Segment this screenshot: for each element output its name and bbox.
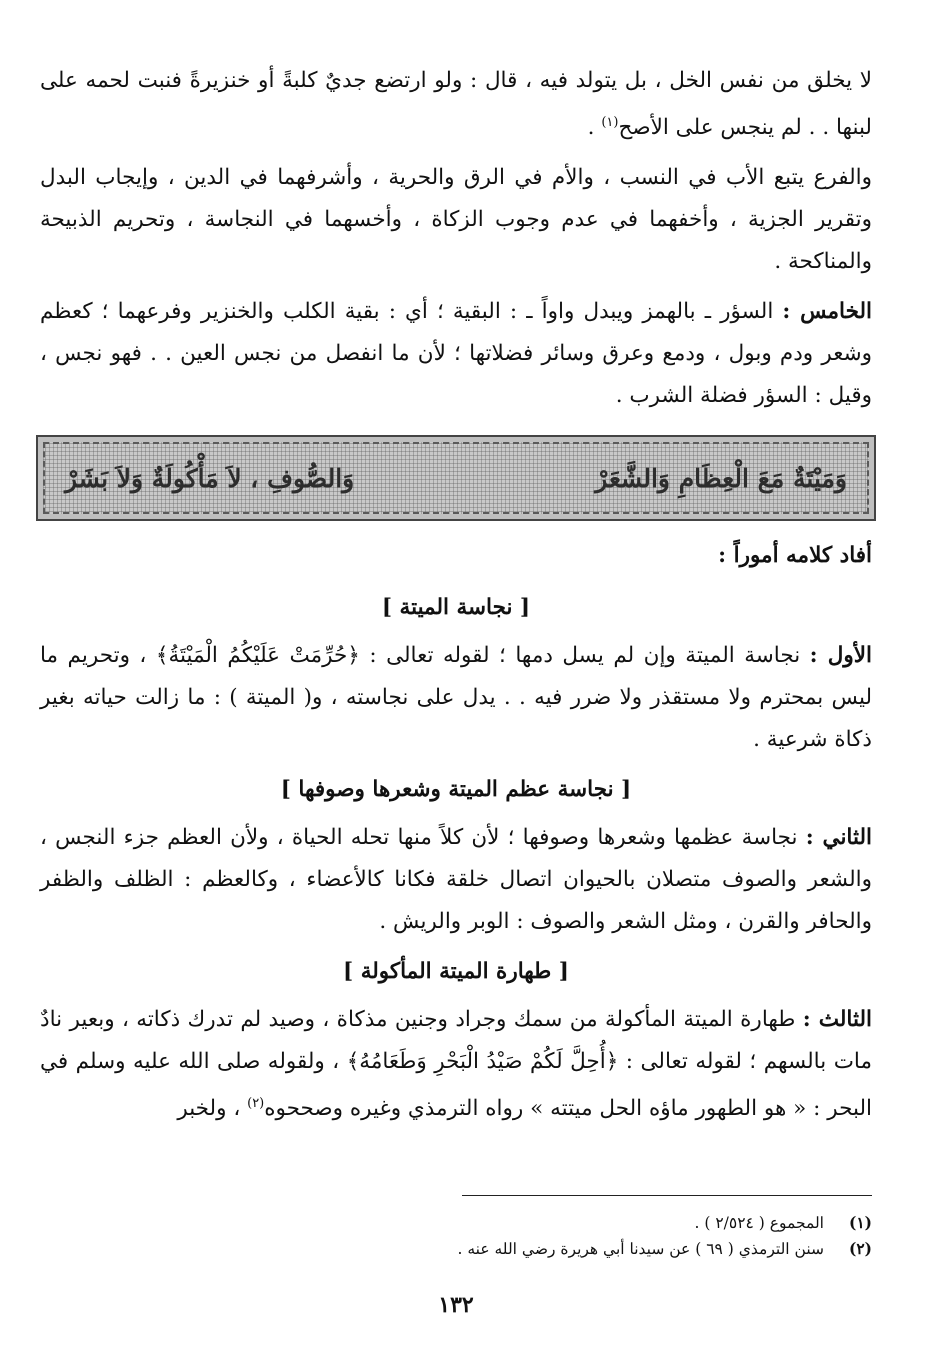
footnote-2-text: سنن الترمذي ( ٦٩ ) عن سيدنا أبي هريرة رضي الله عنه . <box>457 1240 824 1258</box>
verse-left-hemistich: وَالصُّوفِ ، لاَ مَأْكُولَةٌ وَلاَ بَشَرْ <box>65 463 355 493</box>
verse-banner <box>36 435 876 521</box>
paragraph-2: والفرع يتبع الأب في النسب ، والأم في الرق والحرية ، وأشرفهما في الدين ، وإيجاب البدل وتقرير الجزية ، وأخفهما في عدم وجوب الزكاة ، وأخسهما في النجاسة ، وتحريم الذبيحة والمناكحة . <box>40 165 872 275</box>
section-1-lead: الأول : <box>809 643 872 669</box>
section-2-text: نجاسة عظمها وشعرها وصوفها ؛ لأن كلاً منها تحله الحياة ، ولأن العظم جزء النجس ، والشعر والصوف متصلان بالحيوان اتصال خلقة فكانا كالأعضاء ، وكالعظم : الظلف والظفر والحافر والقرن ، ومثل الشعر والصوف : الوبر والريش . <box>40 825 872 935</box>
section-1-text: نجاسة الميتة وإن لم يسل دمها ؛ لقوله تعالى : ﴿حُرِّمَتْ عَلَيْكُمُ الْمَيْتَةُ﴾ ، وتحريم ما ليس بمحترم ولا مستقذر ولا ضرر فيه . . يدل على نجاسته ، و( الميتة ) : ما زالت حياته بغير ذكاة شرعية . <box>40 643 872 753</box>
section-3-paragraph <box>40 999 872 1130</box>
footnote-2-number: (٢) <box>848 1239 872 1258</box>
section-1-paragraph <box>40 635 872 761</box>
footnote-ref-1[interactable]: (١) <box>601 115 619 130</box>
section-heading-2: [ نجاسة عظم الميتة وشعرها وصوفها ] <box>280 777 632 803</box>
section-2-lead: الثاني : <box>805 825 872 851</box>
footnote-1-number: (١) <box>848 1213 872 1232</box>
verse-banner-inner <box>43 442 869 514</box>
footnote-ref-2[interactable]: (٢) <box>247 1096 265 1112</box>
paragraph-3-text: السؤر ـ بالهمز ويبدل واواً ـ : البقية ؛ أي : بقية الكلب والخنزير وفرعهما ؛ كعظم وشعر ودم وبول ، ودمع وعرق وسائر فضلاتها ؛ لأن ما انفصل من نجس العين . . فهو نجس ، وقيل : السؤر فضلة الشرب . <box>40 299 872 409</box>
section-2-paragraph <box>40 817 872 943</box>
page-number: ١٣٢ <box>438 1292 474 1318</box>
paragraph-3-lead: الخامس : <box>782 299 872 325</box>
footnote-2 <box>40 1236 872 1262</box>
footnotes <box>40 1210 872 1262</box>
footnote-1-text: المجموع ( ٢/٥٢٤ ) . <box>694 1214 824 1232</box>
paragraph-1: لا يخلق من نفس الخل ، بل يتولد فيه ، قال : ولو ارتضع جديٌ كلبةً أو خنزيرةً فنبت لحمه على لبنها . . لم ينجس على الأصح$^{(١)}$ . <box>40 68 872 141</box>
section-3-text: طهارة الميتة المأكولة من سمك وجراد وجنين مذكاة ، وصيد لم تدرك ذكاته ، وبعير نادٌ مات بالسهم ؛ لقوله تعالى : ﴿أُحِلَّ لَكُمْ صَيْدُ الْبَحْرِ وَطَعَامُهُ﴾ ، ولقوله صلى الله عليه وسلم في البحر : « هو الطهور ماؤه الحل ميتته » رواه الترمذي وغيره وصححوه <box>40 1007 872 1122</box>
verse-right-hemistich: وَمَيْتَةٌ مَعَ الْعِظَامِ وَالشَّعَرْ <box>595 463 847 493</box>
intro-line: أفاد كلامه أموراً : <box>718 543 872 569</box>
section-3-tail: ، ولخبر <box>177 1096 241 1122</box>
book-page <box>40 60 872 1330</box>
footnote-separator <box>462 1195 872 1196</box>
paragraph-3 <box>40 291 872 417</box>
paragraph-1-text: لا يخلق من نفس الخل ، بل يتولد فيه ، قال : ولو ارتضع جديٌ كلبةً أو خنزيرةً فنبت لحمه على لبنها . . لم ينجس على الأصح <box>40 68 872 141</box>
section-heading-3: [ طهارة الميتة المأكولة ] <box>343 959 569 985</box>
section-3-lead: الثالث : <box>802 1007 872 1033</box>
footnote-1 <box>40 1210 872 1236</box>
section-heading-1: [ نجاسة الميتة ] <box>381 595 531 621</box>
